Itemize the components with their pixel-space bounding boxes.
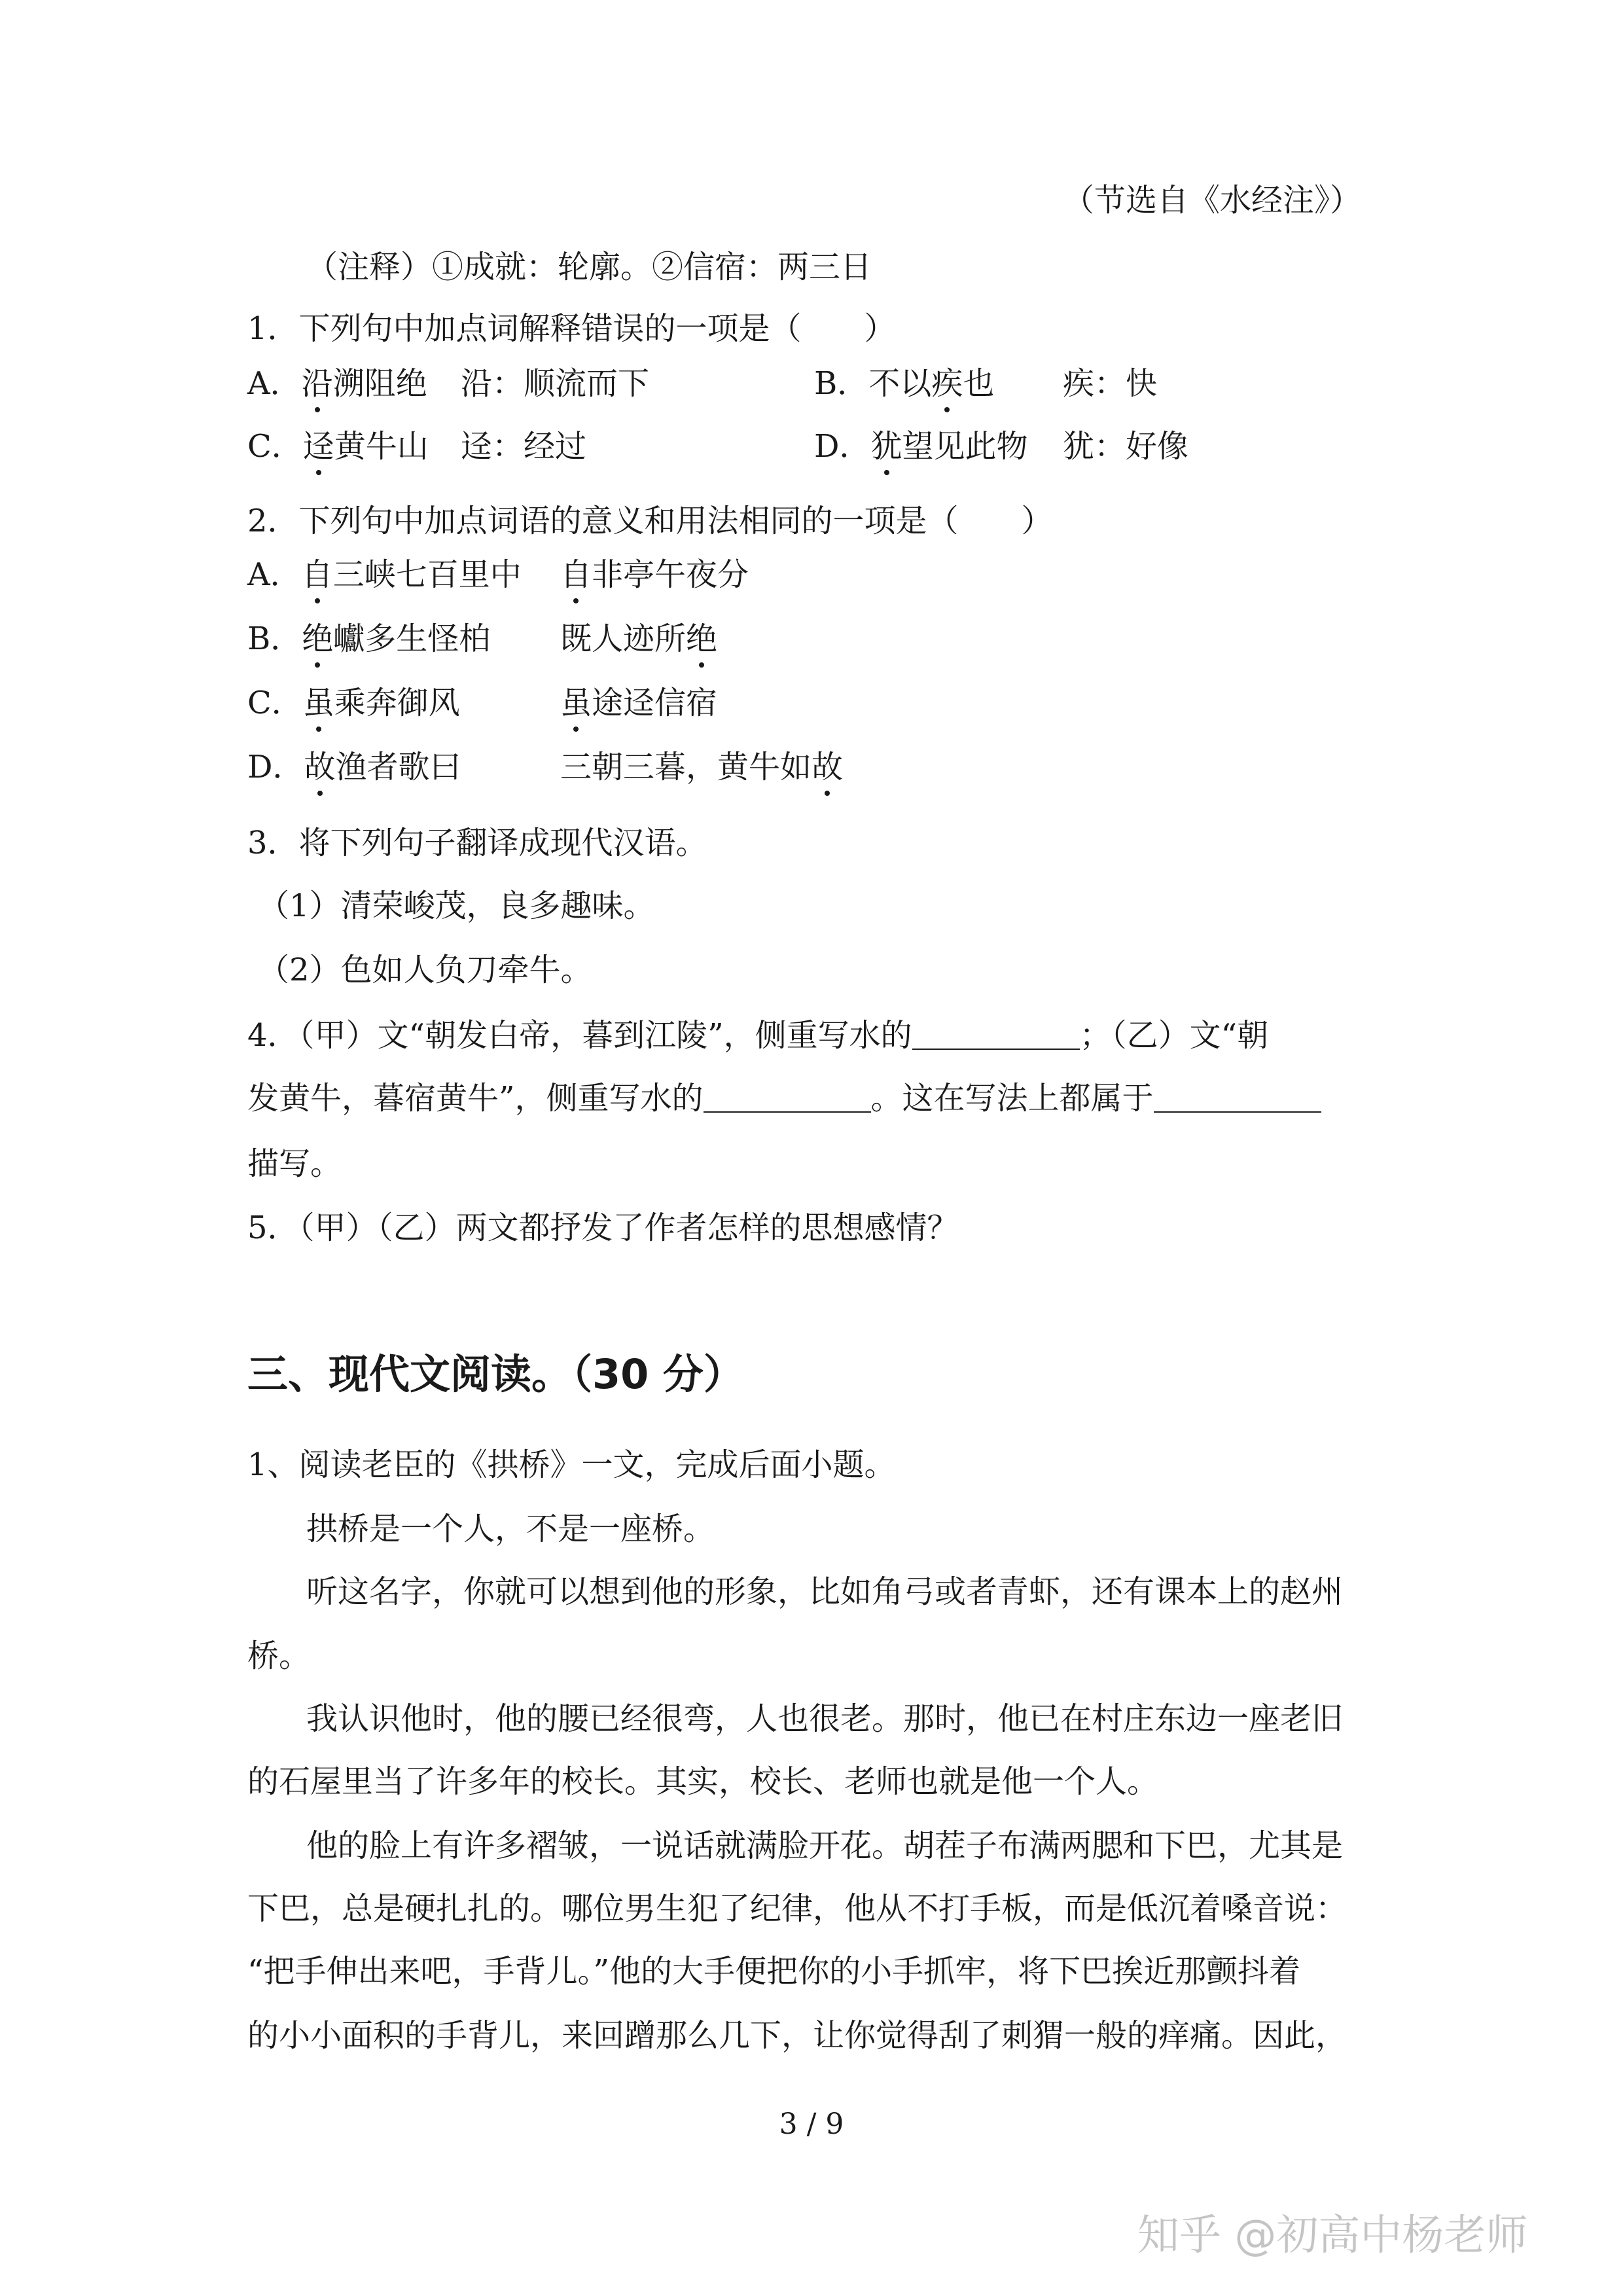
passage-line: 我认识他时，他的腰已经很弯，人也很老。那时，他已在村庄东边一座老旧	[306, 1700, 1344, 1737]
emphasis-dot-word: 故	[812, 749, 844, 785]
q1-option-c-gloss: 迳：经过	[461, 428, 587, 465]
answer-blank[interactable]	[912, 1049, 1080, 1050]
emphasis-dot-word: 疾	[931, 365, 963, 402]
question-4-line-3: 描写。	[247, 1145, 342, 1182]
emphasis-dot-word: 犹	[870, 428, 902, 465]
q1-option-b-gloss: 疾：快	[1063, 365, 1158, 402]
answer-blank[interactable]	[1154, 1111, 1321, 1113]
emphasis-dot-word: 迳	[302, 428, 334, 465]
answer-blank[interactable]	[704, 1111, 871, 1113]
emphasis-dot-word: 绝	[686, 620, 718, 657]
emphasis-dot-word: 虽	[302, 685, 334, 721]
passage-line: 听这名字，你就可以想到他的形象，比如角弓或者青虾，还有课本上的赵州	[306, 1573, 1344, 1610]
annotation-note: （注释）①成就：轮廓。②信宿：两三日	[306, 249, 872, 285]
question-1-stem: 1．下列句中加点词解释错误的一项是（ ）	[247, 310, 896, 347]
passage-line: 的石屋里当了许多年的校长。其实，校长、老师也就是他一个人。	[247, 1763, 1159, 1800]
emphasis-dot-word: 沿	[301, 365, 333, 402]
passage-line: 下巴，总是硬扎扎的。哪位男生犯了纪律，他从不打手板，而是低沉着嗓音说：	[247, 1890, 1347, 1927]
passage-line: 他的脸上有许多褶皱，一说话就满脸开花。胡茬子布满两腮和下巴，尤其是	[306, 1827, 1344, 1864]
emphasis-dot-word: 故	[304, 749, 336, 785]
question-3-stem: 3．将下列句子翻译成现代汉语。	[247, 825, 707, 861]
q3-item-1: （1）清荣峻茂，良多趣味。	[258, 888, 655, 924]
source-note: （节选自《水经注》）	[1063, 182, 1362, 219]
passage-line: 拱桥是一个人，不是一座桥。	[306, 1511, 715, 1547]
emphasis-dot-word: 虽	[560, 685, 592, 721]
q3-item-2: （2）色如人负刀牵牛。	[258, 952, 592, 988]
emphasis-dot-word: 绝	[302, 620, 334, 657]
page-number: 3 / 9	[779, 2108, 844, 2141]
question-5-stem: 5．（甲）（乙）两文都抒发了作者怎样的思想感情？	[247, 1210, 959, 1246]
passage-line: 桥。	[247, 1638, 311, 1674]
q1-option-d-gloss: 犹：好像	[1063, 428, 1189, 465]
question-2-stem: 2．下列句中加点词语的意义和用法相同的一项是（ ）	[247, 503, 1053, 539]
watermark-text: 知乎 @初高中杨老师	[1137, 2212, 1528, 2260]
passage-line: 的小小面积的手背儿，来回蹭那么几下，让你觉得刮了刺猬一般的痒痛。因此，	[247, 2017, 1347, 2054]
question-4-line-2: 发黄牛，暮宿黄牛”，侧重写水的 。这在写法上都属于	[247, 1079, 1321, 1118]
q1-option-a-gloss: 沿：顺流而下	[461, 365, 650, 402]
passage-line: “把手伸出来吧，手背儿。”他的大手便把你的小手抓牢，将下巴挨近那颤抖着	[247, 1953, 1301, 1990]
question-4-line-1: 4．（甲）文“朝发白帝，暮到江陵”，侧重写水的 ；（乙）文“朝	[247, 1017, 1269, 1054]
emphasis-dot-word: 自	[301, 556, 333, 593]
section-3-intro: 1、阅读老臣的《拱桥》一文，完成后面小题。	[247, 1446, 896, 1483]
section-3-heading: 三、现代文阅读。（30 分）	[247, 1350, 744, 1398]
emphasis-dot-word: 自	[560, 556, 592, 593]
